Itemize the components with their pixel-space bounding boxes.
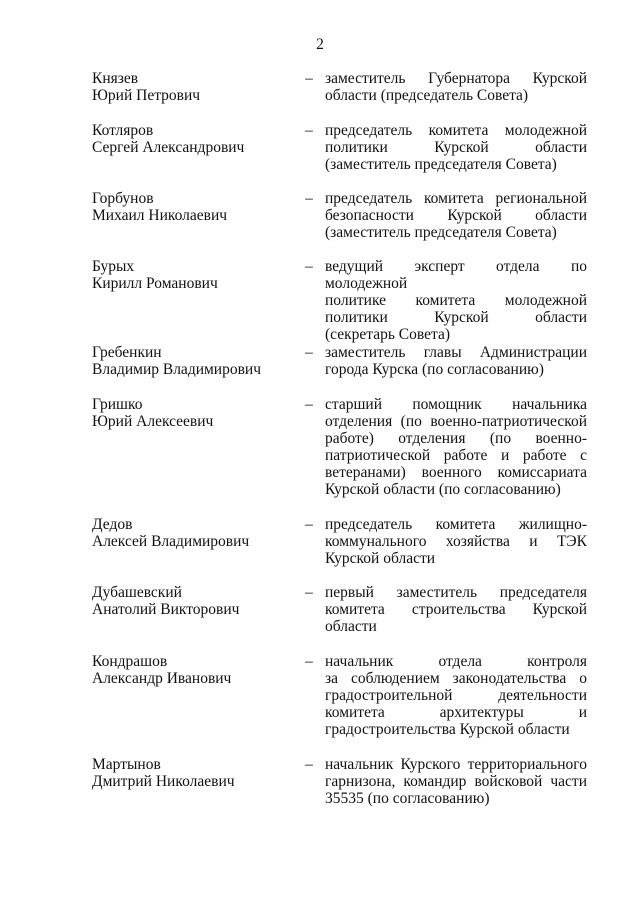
position-line: начальник отдела контроля	[325, 653, 587, 670]
position-line: (заместитель председателя Совета)	[325, 156, 557, 173]
position-line: работе) отделения (по военно-	[325, 430, 587, 447]
member-surname: Бурых	[92, 258, 135, 275]
member-position	[325, 584, 587, 635]
member-position	[325, 344, 587, 378]
member-given-names: Анатолий Викторович	[92, 601, 240, 618]
member-surname: Мартынов	[92, 756, 161, 773]
separator-dash: –	[305, 584, 313, 601]
member-given-names: Владимир Владимирович	[92, 361, 262, 378]
separator-dash: –	[305, 190, 313, 207]
member-name	[92, 396, 292, 430]
member-position	[325, 396, 587, 498]
member-name	[92, 70, 292, 104]
member-name	[92, 584, 292, 618]
position-line: политики Курской области	[325, 139, 587, 156]
position-line: коммунального хозяйства и ТЭК	[325, 533, 587, 550]
member-name	[92, 756, 292, 790]
separator-dash: –	[305, 122, 313, 139]
member-given-names: Юрий Петрович	[92, 87, 201, 104]
position-line: области	[325, 618, 377, 635]
position-line: за соблюдением законодательства о	[325, 670, 587, 687]
position-line: отделения (по военно-патриотической	[325, 413, 587, 430]
separator-dash: –	[305, 344, 313, 361]
member-given-names: Юрий Алексеевич	[92, 413, 214, 430]
member-given-names: Алексей Владимирович	[92, 533, 250, 550]
member-surname: Котляров	[92, 122, 154, 139]
position-line: председатель комитета региональной	[325, 190, 587, 207]
position-line: области (председатель Совета)	[325, 87, 529, 104]
position-line: комитета строительства Курской	[325, 601, 587, 618]
member-given-names: Александр Иванович	[92, 670, 232, 687]
member-surname: Дубашевский	[92, 584, 182, 601]
member-position	[325, 70, 587, 104]
separator-dash: –	[305, 653, 313, 670]
member-name	[92, 190, 292, 224]
position-line: градостроительства Курской области	[325, 721, 570, 738]
member-surname: Горбунов	[92, 190, 154, 207]
member-name	[92, 258, 292, 292]
position-line: старший помощник начальника	[325, 396, 587, 413]
member-surname: Дедов	[92, 516, 133, 533]
position-line: первый заместитель председателя	[325, 584, 587, 601]
member-given-names: Кирилл Романович	[92, 275, 218, 292]
position-line: политике комитета молодежной	[325, 292, 587, 309]
separator-dash: –	[305, 258, 313, 275]
position-line: (заместитель председателя Совета)	[325, 224, 557, 241]
position-line: начальник Курского территориального	[325, 756, 587, 773]
member-name	[92, 653, 292, 687]
position-line: заместитель Губернатора Курской	[325, 70, 587, 87]
position-line: (секретарь Совета)	[325, 326, 451, 343]
page-number: 2	[316, 36, 324, 53]
member-name	[92, 122, 292, 156]
member-given-names: Сергей Александрович	[92, 139, 245, 156]
position-line: города Курска (по согласованию)	[325, 361, 544, 378]
position-line: Курской области (по согласованию)	[325, 481, 561, 498]
member-position	[325, 516, 587, 567]
position-line: политики Курской области	[325, 309, 587, 326]
position-line: градостроительной деятельности	[325, 687, 587, 704]
member-position	[325, 190, 587, 241]
position-line: заместитель главы Администрации	[325, 344, 587, 361]
member-name	[92, 344, 292, 378]
member-position	[325, 653, 587, 738]
position-line: ветеранами) военного комиссариата	[325, 464, 587, 481]
position-line: комитета архитектуры и	[325, 704, 587, 721]
position-line: гарнизона, командир войсковой части	[325, 773, 587, 790]
separator-dash: –	[305, 396, 313, 413]
position-line: 35535 (по согласованию)	[325, 790, 490, 807]
separator-dash: –	[305, 516, 313, 533]
member-surname: Кондрашов	[92, 653, 168, 670]
position-line: председатель комитета жилищно-	[325, 516, 587, 533]
member-position	[325, 258, 587, 343]
member-name	[92, 516, 292, 550]
member-position	[325, 756, 587, 807]
member-surname: Гребенкин	[92, 344, 162, 361]
member-given-names: Дмитрий Николаевич	[92, 773, 235, 790]
position-line: патриотической работе и работе с	[325, 447, 587, 464]
member-position	[325, 122, 587, 173]
position-line: Курской области	[325, 550, 436, 567]
member-given-names: Михаил Николаевич	[92, 207, 228, 224]
separator-dash: –	[305, 756, 313, 773]
position-line: безопасности Курской области	[325, 207, 587, 224]
position-line: председатель комитета молодежной	[325, 122, 587, 139]
member-surname: Князев	[92, 70, 139, 87]
member-surname: Гришко	[92, 396, 143, 413]
separator-dash: –	[305, 70, 313, 87]
position-line: ведущий эксперт отдела по молодежной	[325, 258, 587, 292]
